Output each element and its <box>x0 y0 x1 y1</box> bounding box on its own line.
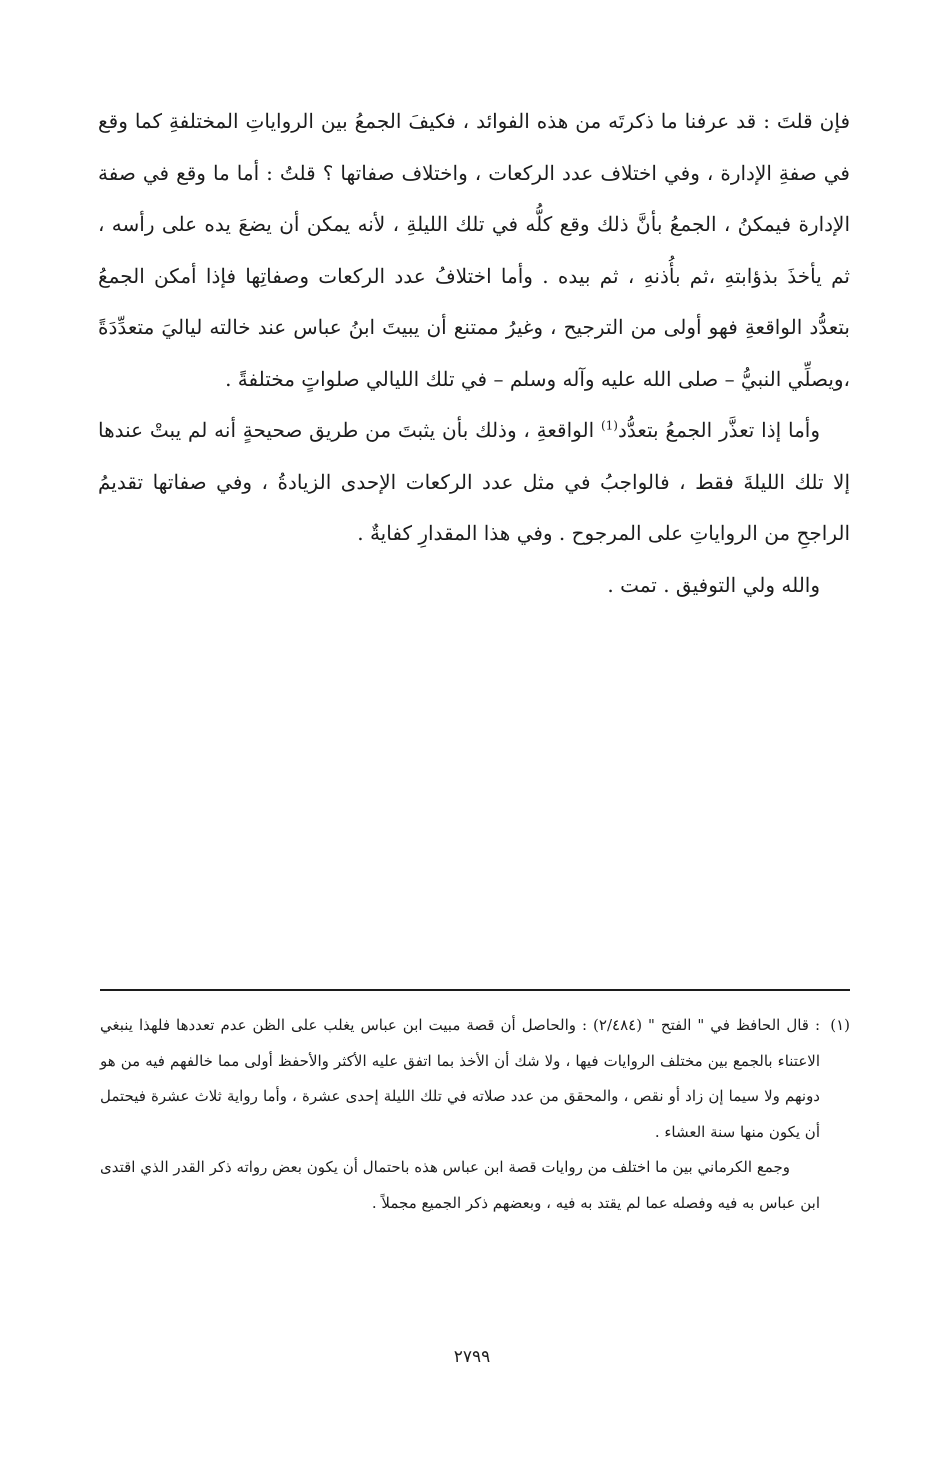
main-text-block <box>98 96 850 611</box>
footnote-1-continuation: وجمع الكرماني بين ما اختلف من روايات قصة ابن عباس هذه باحتمال أن يكون بعض رواته ذكر القدر الذي اقتدى ابن عباس به فيه وفصله عما لم يقتد به فيه ، وبعضهم ذكر الجميع مجملاً . <box>100 1158 820 1212</box>
page-number: ٢٧٩٩ <box>453 1347 491 1367</box>
paragraph-2 <box>98 405 850 560</box>
footnote-separator <box>100 989 850 991</box>
footnote-1-text: : قال الحافظ في " الفتح " (٢/٤٨٤) : والحاصل أن قصة مبيت ابن عباس يغلب على الظن عدم تعددها فلهذا ينبغي الاعتناء بالجمع بين مختلف الروايات فيها ، ولا شك أن الأخذ بما اتفق عليه الأكثر والأحفظ أولى مما خالفهم فيه من هو دونهم ولا سيما إن زاد أو نقص ، والمحقق من عدد صلاته في تلك الليلة إحدى عشرة ، وأما رواية ثلاث عشرة فيحتمل أن يكون منها سنة العشاء . <box>100 1016 820 1141</box>
footnote-reference[interactable]: (1) <box>600 418 618 433</box>
paragraph-2-rest: الواقعةِ ، وذلك بأن يثبتَ من طريق صحيحةٍ أنه لم يبتْ عندها إلا تلك الليلةَ فقط ، فالواجبُ في مثل عدد الركعات الإحدى الزيادةُ ، وفي صفاتها تقديمُ الراجحِ من الرواياتِ على المرجوح . وفي هذا المقدارِ كفايةٌ . <box>98 418 850 545</box>
paragraph-1: فإن قلتَ : قد عرفنا ما ذكرتَه من هذه الفوائد ، فكيفَ الجمعُ بين الرواياتِ المختلفةِ كما وقع في صفةِ الإدارة ، وفي اختلاف عدد الركعات ، واختلاف صفاتها ؟ قلتُ : أما ما وقع في صفة الإدارة فيمكنُ ، الجمعُ بأنَّ ذلك وقع كلُّه في تلك الليلةِ ، لأنه يمكن أن يضعَ يده على رأسه ، ثم يأخذَ بذؤابتهِ ،ثم بأُذنهِ ، ثم بيده . وأما اختلافُ عدد الركعات وصفاتِها فإذا أمكن الجمعُ بتعدُّد الواقعةِ فهو أولى من الترجيح ، وغيرُ ممتنع أن يبيتَ ابنُ عباس عند خالته لياليَ متعدِّدَةً ،ويصلِّي النبيُّ – صلى الله عليه وآله وسلم – في تلك الليالي صلواتٍ مختلفةً . <box>98 109 850 391</box>
footnote-number: (١) <box>830 1016 850 1034</box>
paragraph-2-start: وأما إذا تعذَّر الجمعُ بتعدُّد <box>617 418 820 442</box>
footnote-1 <box>100 1008 850 1150</box>
footnotes-block <box>100 1008 850 1221</box>
closing-line: والله ولي التوفيق . تمت . <box>607 572 820 597</box>
